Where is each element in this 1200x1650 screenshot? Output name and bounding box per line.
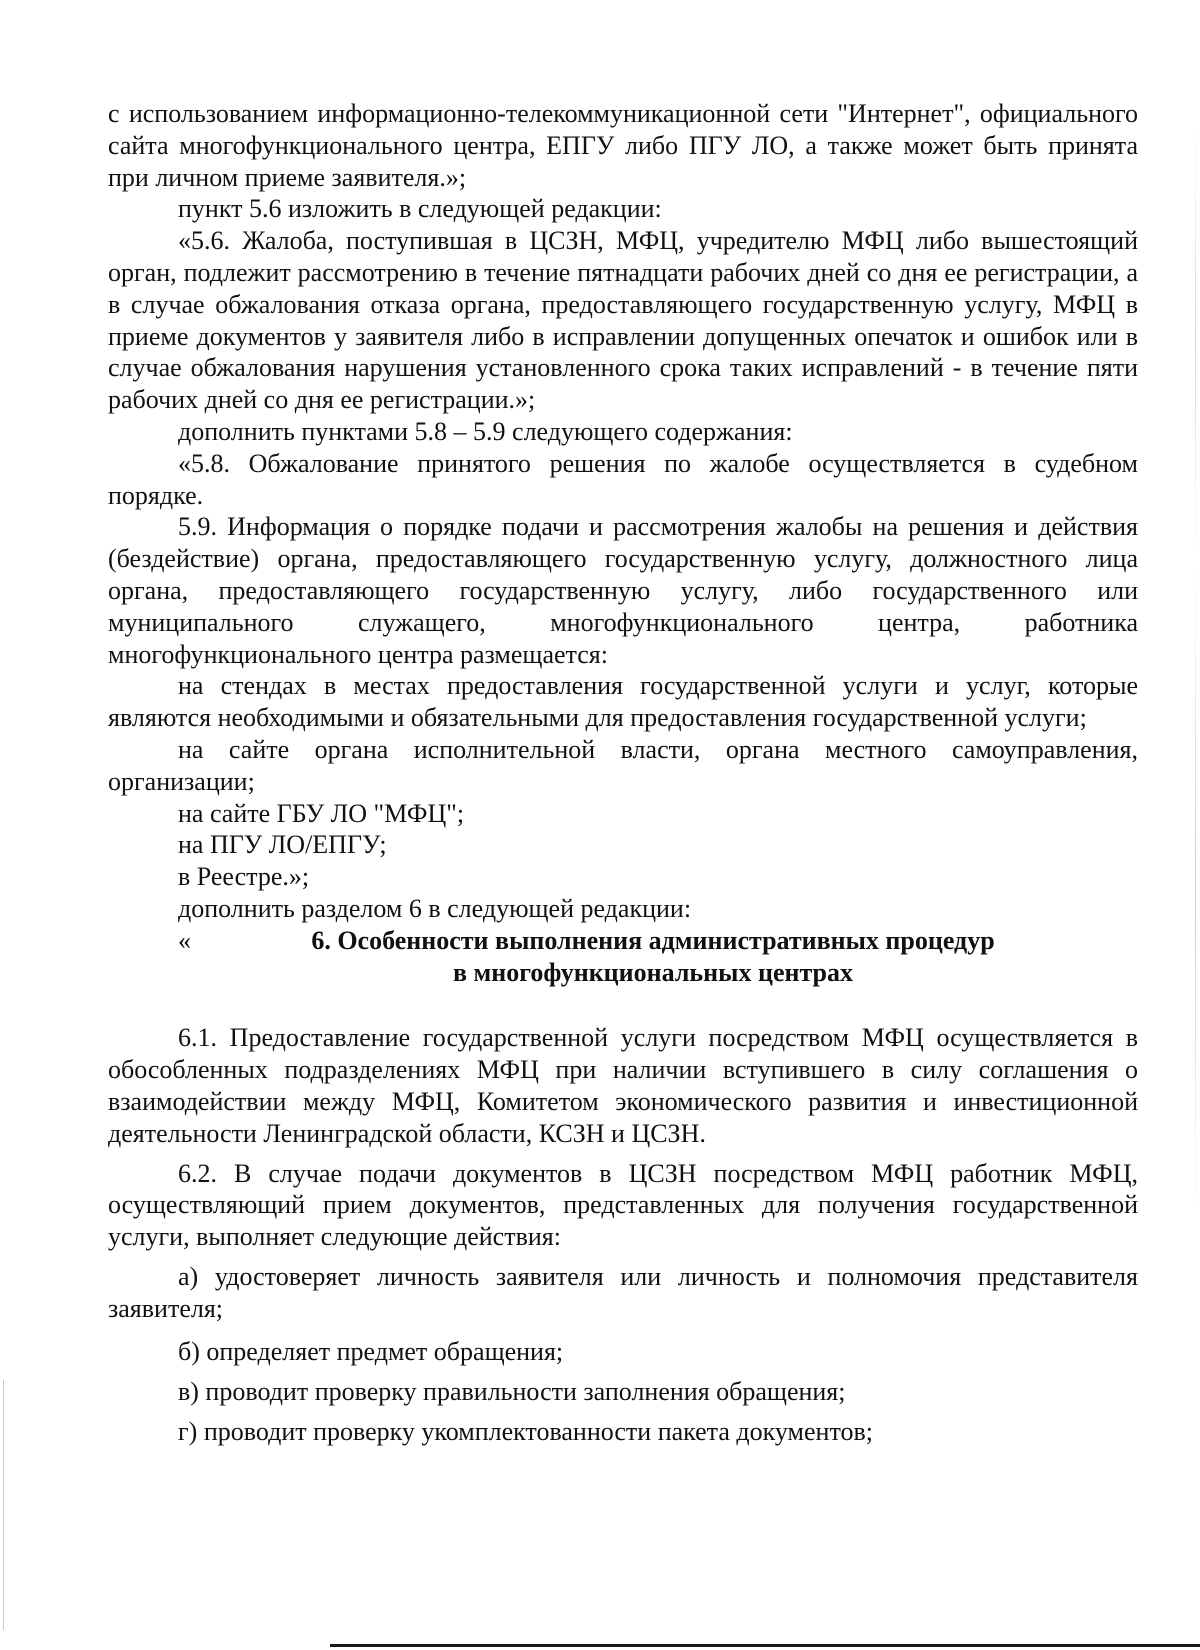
paragraph-5-6: «5.6. Жалоба, поступившая в ЦСЗН, МФЦ, учредителю МФЦ либо вышестоящий орган, подлежит рассмотрению в течение пятнадцати рабочих дней со дня ее регистрации, а в случае обжалования отказа органа, предоставляющего государственную услугу, МФЦ в приеме документов у заявителя либо в исправлении допущенных опечаток и ошибок или в случае обжалования нарушения установленного срока таких исправлений - в течение пяти рабочих дней со дня ее регистрации.»; xyxy=(108,226,1138,415)
paragraph-2: пункт 5.6 изложить в следующей редакции: xyxy=(178,194,662,224)
heading-line-1: 6. Особенности выполнения административных процедур xyxy=(311,925,995,955)
paragraph-5-8: «5.8. Обжалование принятого решения по жалобе осуществляется в судебном порядке. xyxy=(108,448,1138,510)
section-6-heading xyxy=(108,925,1138,989)
paragraph-6-2-d: г) проводит проверку укомплектованности пакета документов; xyxy=(178,1417,873,1447)
paragraph-6-2-b: б) определяет предмет обращения; xyxy=(178,1337,564,1367)
heading-quote-mark: « xyxy=(178,925,191,955)
paragraph-6-2: 6.2. В случае подачи документов в ЦСЗН посредством МФЦ работник МФЦ, осуществляющий прием документов, представленных для получения государственной услуги, выполняет следующие действия: xyxy=(108,1158,1138,1252)
paragraph-authority-site: на сайте органа исполнительной власти, органа местного самоуправления, организации; xyxy=(108,734,1138,796)
paragraph-add-5-8-5-9: дополнить пунктами 5.8 – 5.9 следующего содержания: xyxy=(178,416,793,446)
paragraph-mfc-site: на сайте ГБУ ЛО "МФЦ"; xyxy=(178,798,465,828)
scan-bottom-edge-line xyxy=(330,1644,1200,1647)
paragraph-pgu: на ПГУ ЛО/ЕПГУ; xyxy=(178,830,387,860)
paragraph-add-section-6: дополнить разделом 6 в следующей редакции: xyxy=(178,893,692,923)
document-body xyxy=(108,98,1138,1448)
scan-edge-artifact-right xyxy=(1195,120,1196,1220)
paragraph-6-2-a: а) удостоверяет личность заявителя или личность и полномочия представителя заявителя; xyxy=(108,1261,1138,1323)
paragraph-registry: в Реестре.»; xyxy=(178,862,310,892)
paragraph-stands: на стендах в местах предоставления государственной услуги и услуг, которые являются необходимыми и обязательными для предоставления государственной услуги; xyxy=(108,671,1138,733)
paragraph-6-2-c: в) проводит проверку правильности заполнения обращения; xyxy=(178,1377,846,1407)
scan-edge-artifact-left xyxy=(3,1380,4,1630)
paragraph-6-1: 6.1. Предоставление государственной услуги посредством МФЦ осуществляется в обособленных подразделениях МФЦ при наличии вступившего в силу соглашения о взаимодействии между МФЦ, Комитетом экономического развития и инвестиционной деятельности Ленинградской области, КСЗН и ЦСЗН. xyxy=(108,1023,1138,1148)
paragraph-1: с использованием информационно-телекоммуникационной сети "Интернет", официального сайта многофункционального центра, ЕПГУ либо ПГУ ЛО, а также может быть принята при личном приеме заявителя.»; xyxy=(108,99,1138,192)
paragraph-5-9: 5.9. Информация о порядке подачи и рассмотрения жалобы на решения и действия (бездействие) органа, предоставляющего государственную услугу, должностного лица органа, предоставляющего государственную услугу, либо государственного или муниципального служащего, многофункционального центра, работника многофункционального центра размещается: xyxy=(108,512,1138,669)
heading-line-2: в многофункциональных центрах xyxy=(452,957,854,987)
